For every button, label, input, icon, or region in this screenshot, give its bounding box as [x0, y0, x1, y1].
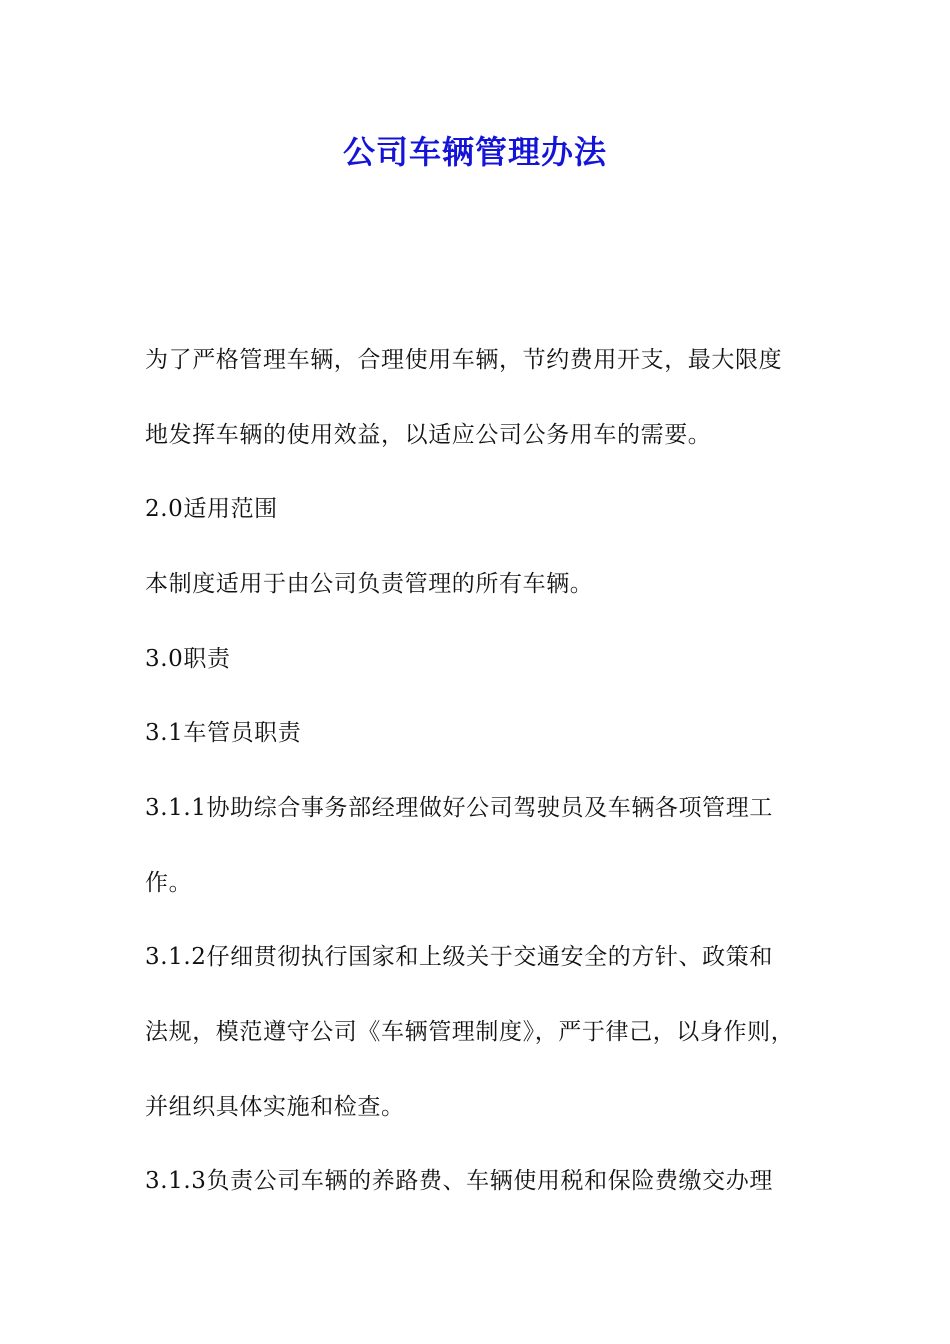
text-line: 本制度适用于由公司负责管理的所有车辆。	[145, 571, 594, 597]
document-title: 公司车辆管理办法	[342, 133, 607, 171]
text-line: 3.1.2仔细贯彻执行国家和上级关于交通安全的方针、政策和	[145, 944, 773, 970]
text-line: 为了严格管理车辆，合理使用车辆，节约费用开支，最大限度	[145, 347, 783, 373]
text-line: 并组织具体实施和检查。	[145, 1094, 405, 1120]
text-line: 地发挥车辆的使用效益，以适应公司公务用车的需要。	[145, 422, 712, 448]
subsection-heading: 3.1车管员职责	[145, 720, 302, 746]
text-line: 作。	[145, 870, 193, 896]
section-heading: 3.0职责	[145, 646, 231, 672]
text-line: 3.1.1协助综合事务部经理做好公司驾驶员及车辆各项管理工	[145, 795, 773, 821]
text-line: 法规，模范遵守公司《车辆管理制度》，严于律己，以身作则，	[145, 1019, 795, 1045]
section-heading: 2.0适用范围	[145, 496, 278, 522]
text-line: 3.1.3负责公司车辆的养路费、车辆使用税和保险费缴交办理	[145, 1168, 773, 1194]
